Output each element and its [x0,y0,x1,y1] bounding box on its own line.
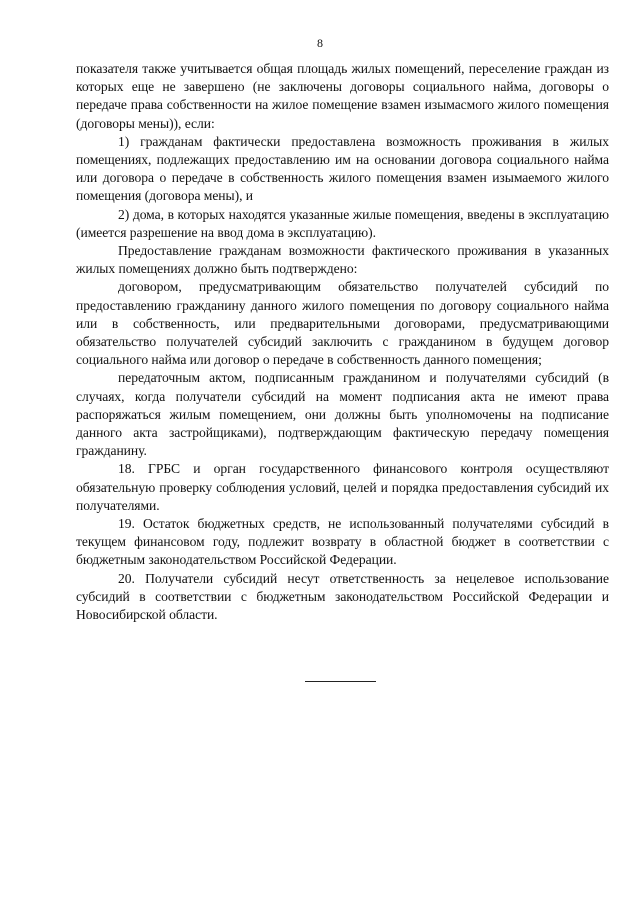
paragraph-contract: договором, предусматривающим обязательство получателей субсидий по предоставлению гражданину данного жилого помещения по договору социального найма или в собственность, или предварительными договорами, предусматривающими обязательство получателей субсидий заключить с гражданином в будущем договор социального найма или договор о передаче в собственность данного помещения; [76,279,609,368]
paragraph-continuation: показателя также учитывается общая площадь жилых помещений, переселение граждан из которых еще не завершено (не заключены договоры социального найма, договоры о передаче права собственности на жилое помещение взамен изымасмого жилого помещения (договоры мены)), если: [76,61,609,131]
paragraph-20: 20. Получатели субсидий несут ответственность за нецелевое использование субсидий в соответствии с бюджетным законодательством Российской Федерации и Новосибирской области. [76,570,609,623]
paragraph-19: 19. Остаток бюджетных средств, не использованный получателями субсидий в текущем финансовом году, подлежит возврату в областной бюджет в соответствии с бюджетным законодательством Российской Федерации. [76,516,609,568]
document-body [76,60,609,624]
end-of-document-rule [305,681,376,682]
paragraph-18: 18. ГРБС и орган государственного финансового контроля осуществляют обязательную проверку соблюдения условий, целей и порядка предоставления субсидий их получателями. [76,461,609,513]
paragraph-item-2: 2) дома, в которых находятся указанные жилые помещения, введены в эксплуатацию (имеется разрешение на ввод дома в эксплуатацию). [76,206,609,240]
page-number: 8 [317,36,323,50]
paragraph-confirmation-intro: Предоставление гражданам возможности фактического проживания в указанных жилых помещениях должно быть подтверждено: [76,243,609,277]
paragraph-transfer-act: передаточным актом, подписанным гражданином и получателями субсидий (в случаях, когда получатели субсидий на момент подписания акта не имеют права распоряжаться жилым помещением, они должны быть уполномочены на подписание данного акта застройщиками), подтверждающим фактическую передачу помещения гражданину. [76,370,609,459]
paragraph-item-1: 1) гражданам фактически предоставлена возможность проживания в жилых помещениях, подлежащих предоставлению им на основании договора социального найма или договора о передаче в собственность жилого помещения взамен изымаемого жилого помещения (договора мены), и [76,133,609,204]
